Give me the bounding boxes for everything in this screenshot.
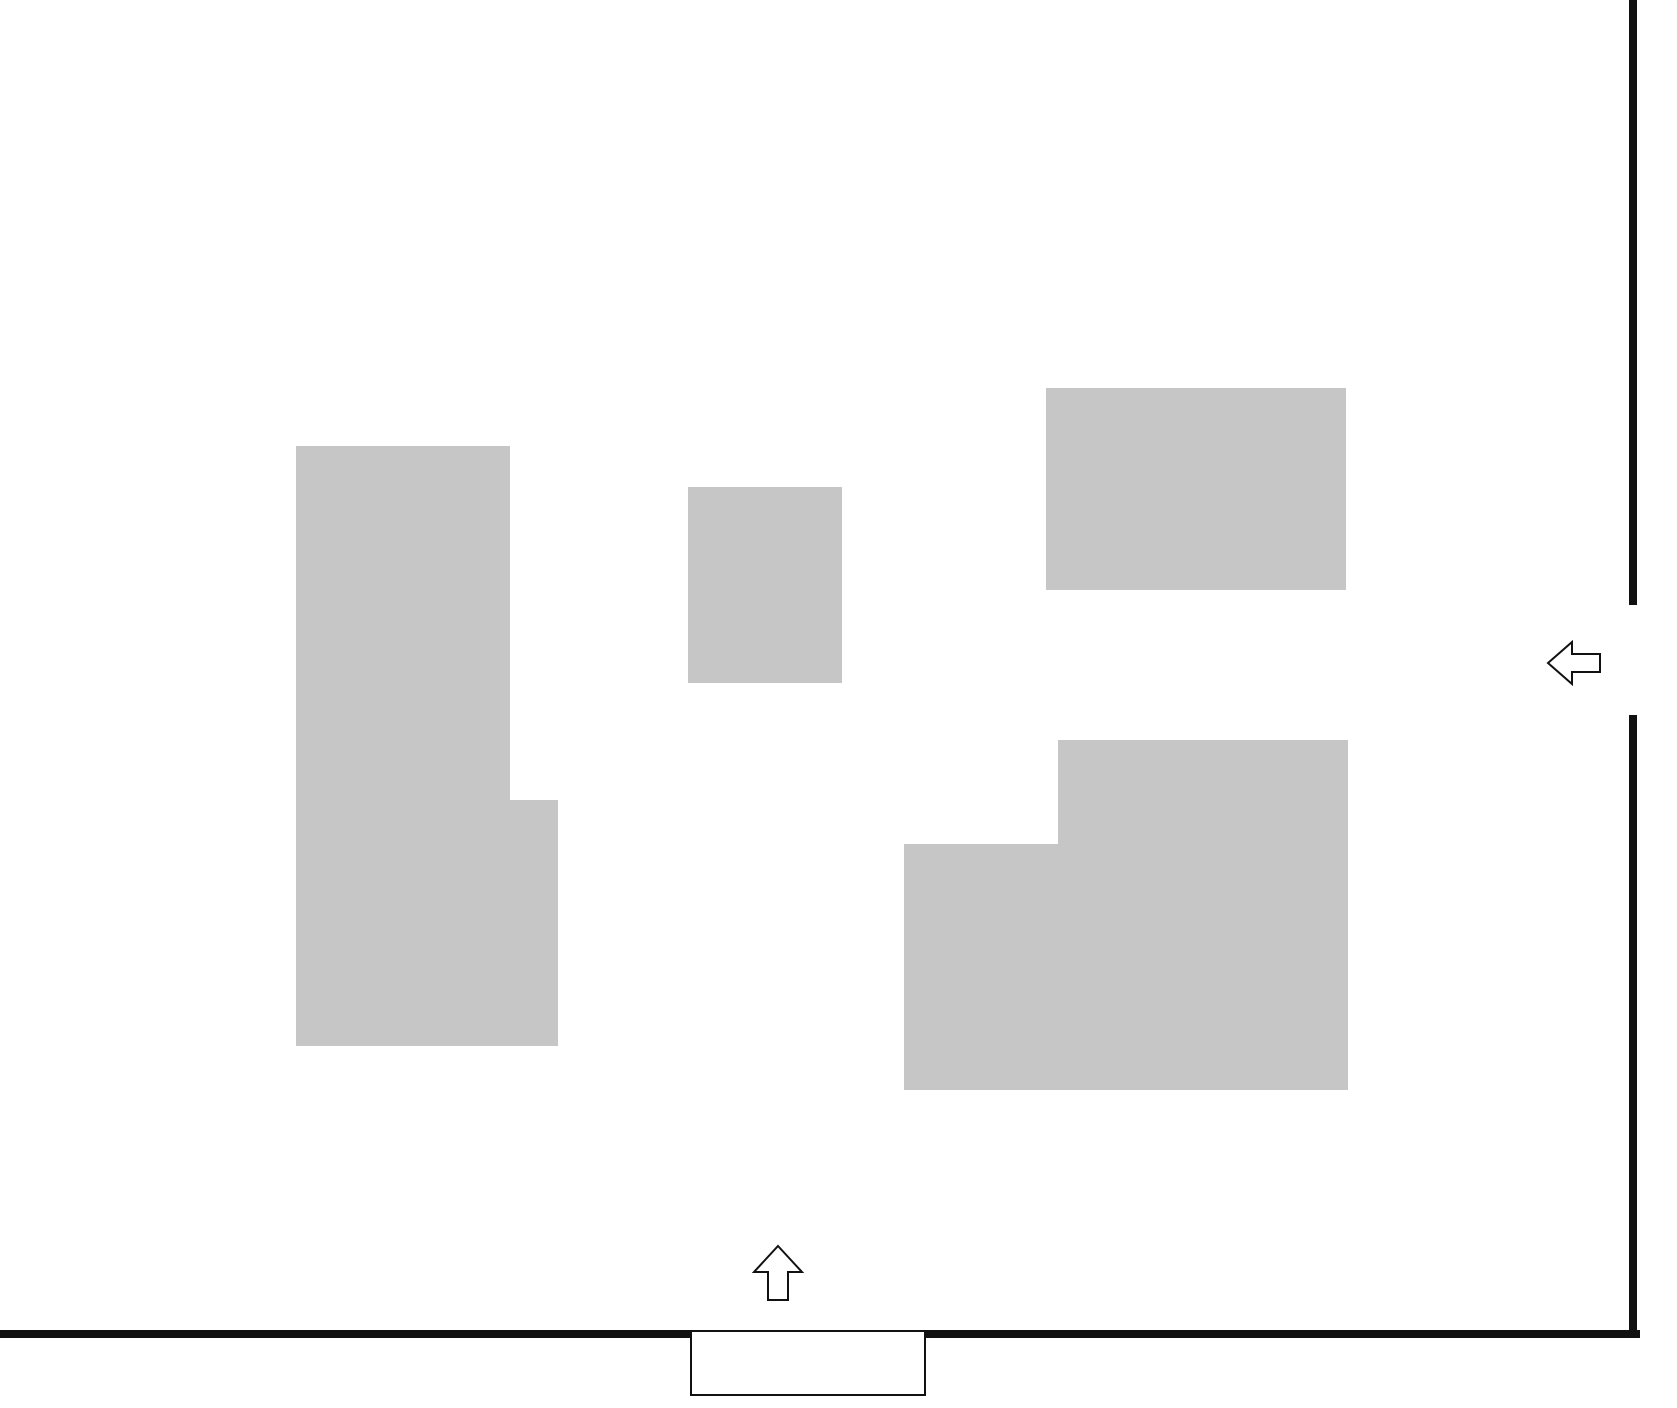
building-wall-bottom-left <box>0 1330 695 1338</box>
main-entrance-label <box>706 1302 914 1306</box>
exhibit-block-200-lower <box>296 800 558 1046</box>
mall-entrance-arrow-icon <box>1546 640 1602 686</box>
exhibit-block-400 <box>1046 388 1346 590</box>
building-wall-right-upper <box>1629 0 1637 605</box>
main-entrance-arrow-icon <box>752 1244 804 1302</box>
exhibit-block-700-lower <box>904 844 1348 1090</box>
building-wall-right-lower <box>1629 715 1637 1338</box>
main-entrance-doorway <box>690 1330 926 1396</box>
building-wall-bottom-right <box>923 1330 1640 1338</box>
exhibit-block-300 <box>688 487 842 683</box>
